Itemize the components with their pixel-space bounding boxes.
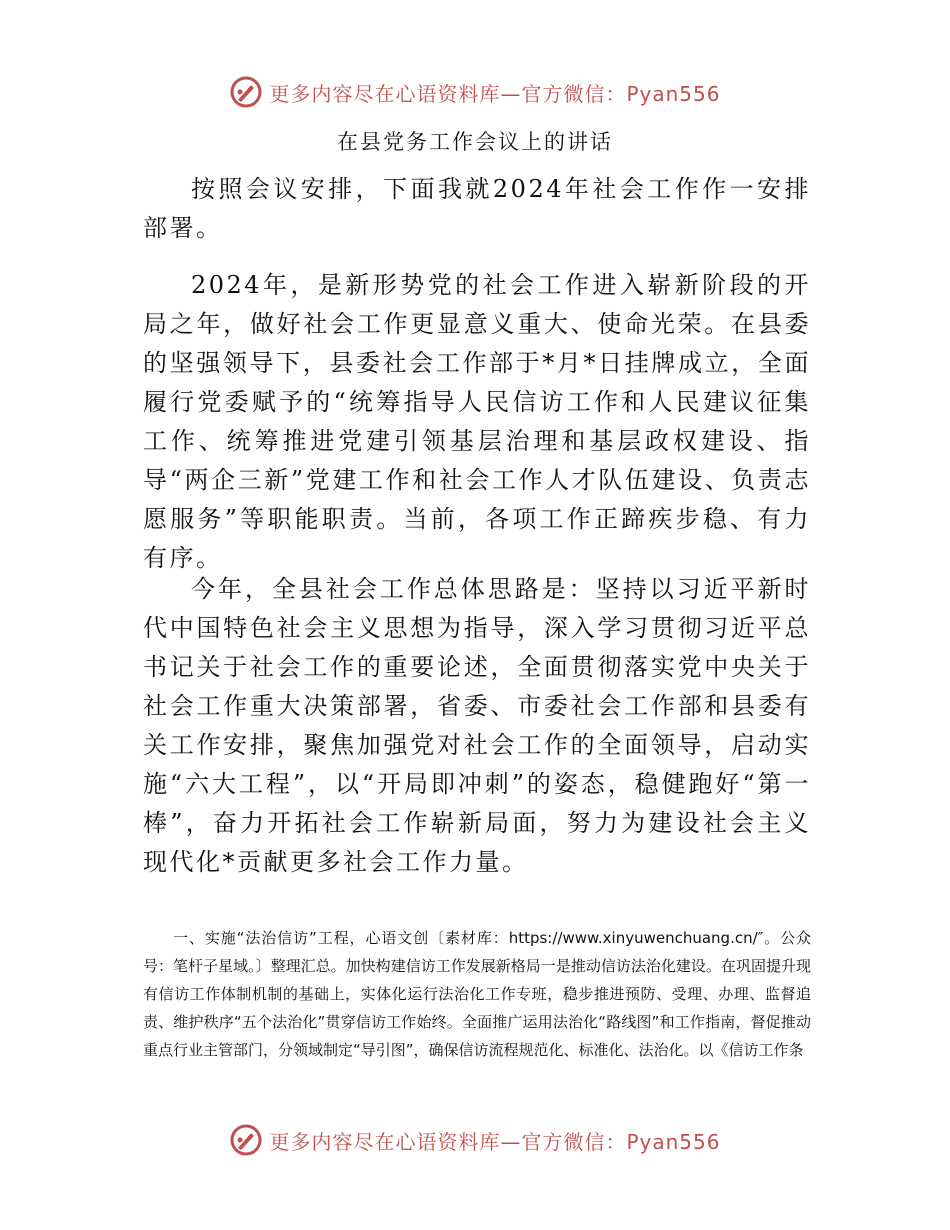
banner-text: 更多内容尽在心语资料库—官方微信：Pyan556 (269, 1129, 721, 1154)
banner-text: 更多内容尽在心语资料库—官方微信：Pyan556 (269, 81, 721, 106)
paragraph-text: 一、实施“法治信访”工程，心语文创〔素材库：https://www.xinyuwenchuang.cn/″。公众号：笔杆子星域。〕整理汇总。加快构建信访工作发展新格局一是推动信访法治化建设。在巩固提升现有信访工作体制机制的基础上，实体化运行法治化工作专班，稳步推进预防、受理、办理、监督追责、维护秩序“五个法治化”贯穿信访工作始终。全面推广运用法治化“路线图”和工作指南，督促推动重点行业主管部门，分领域制定“导引图”，确保信访流程规范化、标准化、法治化。以《信访工作条 (143, 929, 811, 1059)
pen-logo-icon (229, 1123, 263, 1157)
paragraph-text: 今年，全县社会工作总体思路是：坚持以习近平新时代中国特色社会主义思想为指导，深入学习贯彻习近平总书记关于社会工作的重要论述，全面贯彻落实党中央关于社会工作重大决策部署，省委、市委社会工作部和县委有关工作安排，聚焦加强党对社会工作的全面领导，启动实施“六大工程”，以“开局即冲刺”的姿态，稳健跑好“第一棒”，奋力开拓社会工作崭新局面，努力为建设社会主义现代化*贡献更多社会工作力量。 (143, 575, 811, 876)
pen-logo-icon (229, 75, 263, 109)
page-title: 在县党务工作会议上的讲话 (337, 130, 613, 154)
paragraph-text: 2024年，是新形势党的社会工作进入崭新阶段的开局之年，做好社会工作更显意义重大、使命光荣。在县委的坚强领导下，县委社会工作部于*月*日挂牌成立，全面履行党委赋予的“统筹指导人民信访工作和人民建议征集工作、统筹推进党建引领基层治理和基层政权建设、指导“两企三新”党建工作和社会工作人才队伍建设、负责志愿服务”等职能职责。当前，各项工作正蹄疾步稳、有力有序。 (143, 271, 811, 572)
header-banner (0, 72, 950, 112)
paragraph-4 (143, 924, 811, 1064)
paragraph-2 (143, 266, 811, 578)
paragraph-3 (143, 570, 811, 882)
paragraph-1 (143, 170, 811, 248)
paragraph-text: 按照会议安排，下面我就2024年社会工作作一安排部署。 (143, 175, 811, 242)
footer-banner (0, 1120, 950, 1160)
